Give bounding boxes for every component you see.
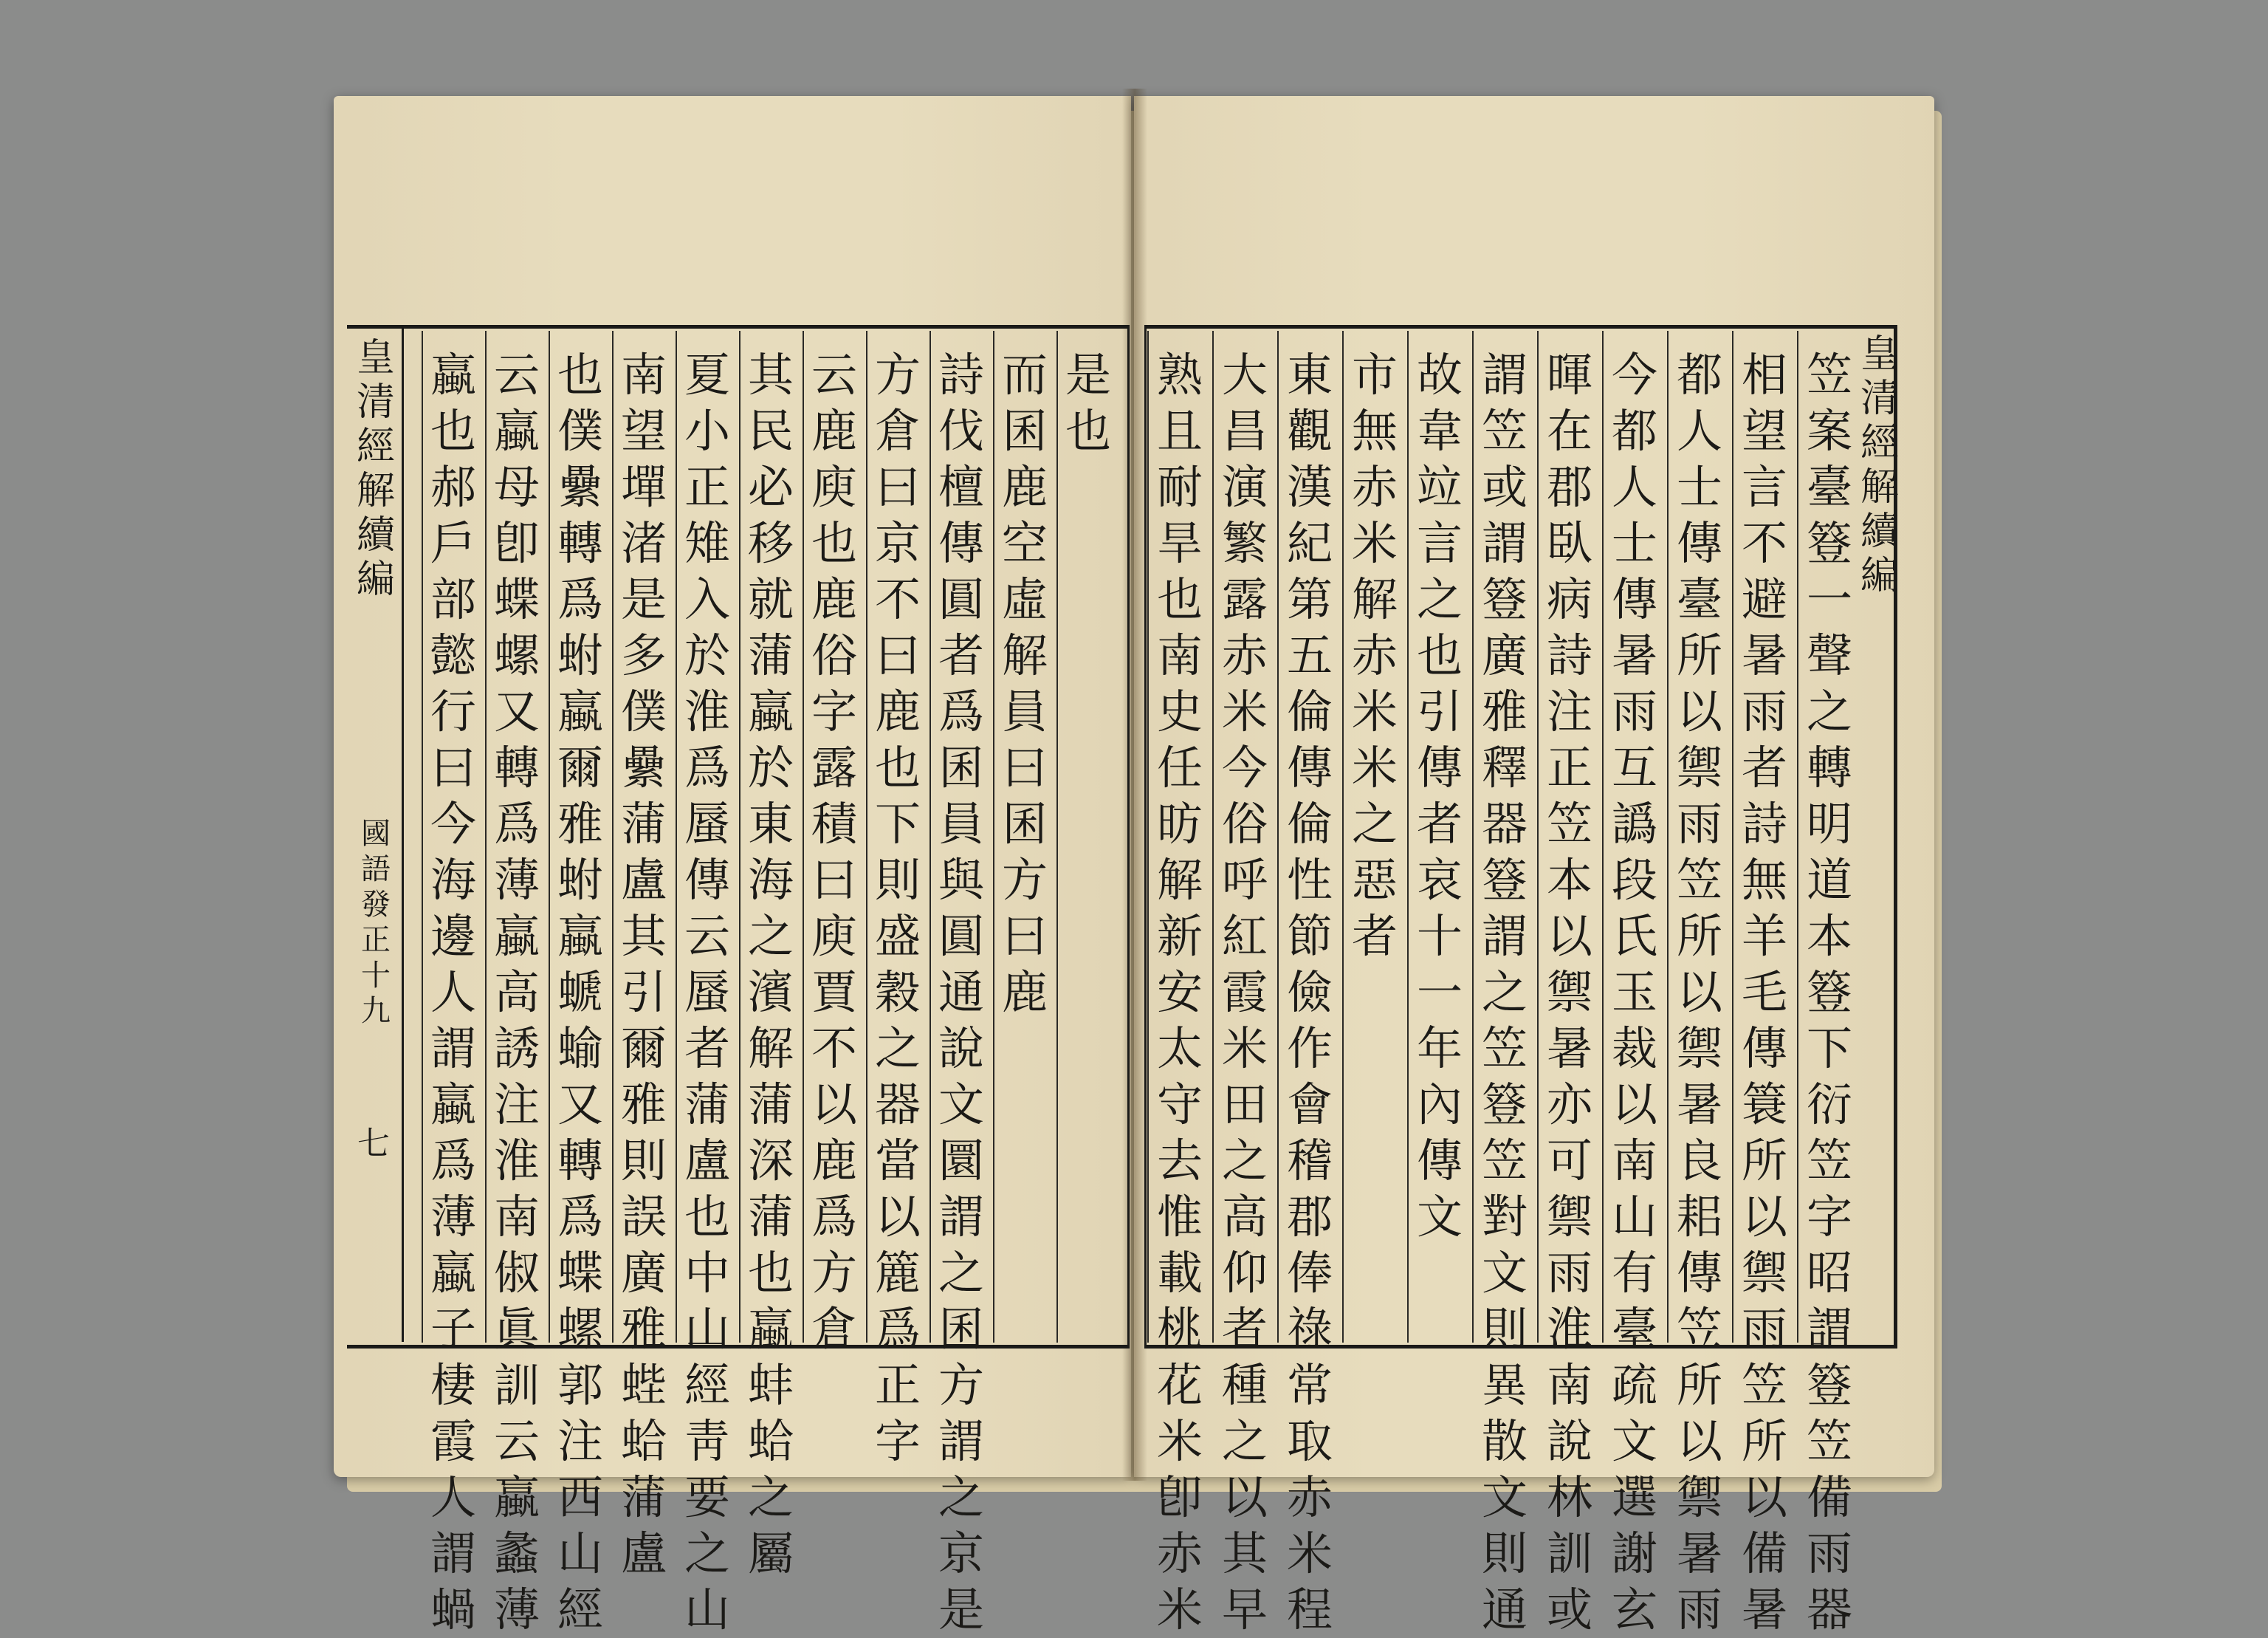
- column-rule: [1056, 331, 1058, 1343]
- column-rule: [993, 331, 994, 1343]
- column-rule: [1797, 331, 1798, 1343]
- left-banxin: [350, 329, 404, 1342]
- left-text-column: 是 也: [1065, 348, 1111, 458]
- column-rule: [866, 331, 867, 1343]
- right-text-column: 相 望 言 不 避 暑 雨 者 詩 無 羊 毛 傳 簑 所 以 禦 雨 笠 所 以 備 暑: [1741, 348, 1787, 1637]
- right-banxin-title: 皇 清 經 解 續 編: [1860, 332, 1900, 598]
- banxin-section: 國 語 發 正 十 九: [361, 817, 391, 1028]
- column-rule: [1212, 331, 1214, 1343]
- right-text-column: 暉 在 郡 臥 病 詩 注 正 笠 本 以 禦 暑 亦 可 禦 雨 淮 南 說 林 訓 或: [1546, 348, 1592, 1637]
- column-rule: [1732, 331, 1733, 1343]
- column-rule: [1407, 331, 1409, 1343]
- banxin-page-number: 七: [357, 1125, 390, 1162]
- right-text-column: 故 韋 竝 言 之 也 引 傳 者 哀 十 一 年 內 傳 文: [1416, 348, 1463, 1244]
- left-text-column: 南 望 墠 渚 是 多 僕 纍 蒲 盧 其 引 爾 雅 則 誤 廣 雅 蜌 蛤 蒲 盧: [620, 348, 667, 1580]
- right-text-column: 大 昌 演 繁 露 赤 米 今 俗 呼 紅 霞 米 田 之 高 仰 者 種 之 以 其 早: [1221, 348, 1268, 1637]
- column-rule: [1537, 331, 1539, 1343]
- column-rule: [676, 331, 677, 1343]
- column-rule: [1342, 331, 1344, 1343]
- left-text-column: 方 倉 曰 京 不 曰 鹿 也 下 則 盛 穀 之 器 當 以 簏 爲 正 字: [874, 348, 921, 1468]
- left-text-column: 詩 伐 檀 傳 圓 者 爲 囷 員 與 圓 通 說 文 圜 謂 之 囷 方 謂 之 京 是: [938, 348, 984, 1637]
- column-rule: [549, 331, 550, 1343]
- left-text-column: 夏 小 正 雉 入 於 淮 爲 蜃 傳 云 蜃 者 蒲 盧 也 中 山 經 靑 要 之 山: [684, 348, 730, 1637]
- left-text-column: 蠃 也 郝 戶 部 懿 行 曰 今 海 邊 人 謂 蠃 爲 薄 蠃 子 棲 霞 人 謂 蝸: [430, 348, 476, 1637]
- right-text-column: 謂 笠 或 謂 簦 廣 雅 釋 器 簦 謂 之 笠 簦 笠 對 文 則 異 散 文 則 通: [1481, 348, 1528, 1637]
- column-rule: [422, 331, 423, 1343]
- column-rule: [485, 331, 487, 1343]
- column-rule: [1277, 331, 1279, 1343]
- right-text-column: 都 人 士 傳 臺 所 以 禦 雨 笠 所 以 禦 暑 良 耜 傳 笠 所 以 禦 暑 雨: [1676, 348, 1722, 1637]
- right-text-column: 笠 案 臺 簦 一 聲 之 轉 明 道 本 簦 下 衍 笠 字 昭 謂 簦 笠 備 雨 器: [1806, 348, 1852, 1637]
- right-text-column: 東 觀 漢 紀 第 五 倫 傳 倫 性 節 儉 作 會 稽 郡 俸 祿 常 取 赤 米 程: [1286, 348, 1333, 1637]
- column-rule: [803, 331, 804, 1343]
- left-text-column: 云 蠃 母 卽 蝶 螺 又 轉 爲 薄 蠃 高 誘 注 淮 南 俶 眞 訓 云 蠃 蠡 薄: [493, 348, 540, 1637]
- column-rule: [1667, 331, 1669, 1343]
- column-rule: [739, 331, 740, 1343]
- column-rule: [1147, 331, 1149, 1343]
- left-text-column: 而 囷 鹿 空 虛 解 員 曰 囷 方 曰 鹿: [1001, 348, 1048, 1019]
- right-text-column: 市 無 赤 米 解 赤 米 米 之 惡 者: [1351, 348, 1398, 963]
- right-text-column: 熟 且 耐 旱 也 南 史 任 昉 解 新 安 太 守 去 惟 載 桃 花 米 卽 赤 米: [1156, 348, 1203, 1637]
- banxin-title: 皇 清 經 解 續 編: [356, 336, 395, 602]
- left-text-column: 其 民 必 移 就 蒲 蠃 於 東 海 之 濱 解 蒲 深 蒲 也 蠃 蚌 蛤 之 屬: [747, 348, 794, 1580]
- column-rule: [612, 331, 614, 1343]
- column-rule: [1472, 331, 1474, 1343]
- left-text-column: 也 僕 纍 轉 爲 蚹 蠃 爾 雅 蚹 蠃 螔 蝓 又 轉 爲 蝶 螺 郭 注 西 山 經: [557, 348, 603, 1637]
- right-text-column: 今 都 人 士 傳 暑 雨 互 譌 段 氏 玉 裁 以 南 山 有 臺 疏 文 選 謝 玄: [1611, 348, 1657, 1637]
- left-text-column: 云 鹿 庾 也 鹿 俗 字 露 積 曰 庾 賈 不 以 鹿 爲 方 倉: [811, 348, 857, 1356]
- column-rule: [1602, 331, 1604, 1343]
- column-rule: [929, 331, 931, 1343]
